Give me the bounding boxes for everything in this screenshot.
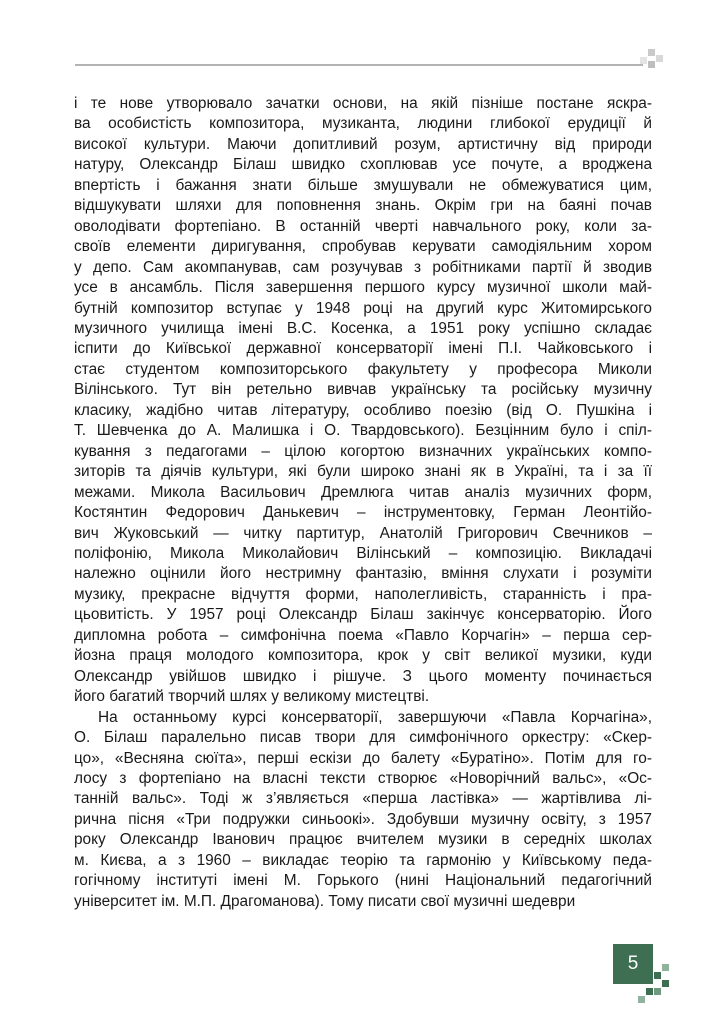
paragraph-2	[74, 708, 652, 913]
text-line: цьовитість. У 1957 році Олександр Білаш закінчує консерваторію. Його	[74, 606, 652, 624]
text-line: гогічному інституті імені М. Горького (нині Національний педагогічний	[74, 872, 652, 890]
text-line: м. Києва, а з 1960 – викладає теорію та гармонію у Київському педа-	[74, 851, 652, 869]
text-line: Костянтин Федорович Данькевич – інструментовку, Герман Леонтійо-	[74, 504, 652, 522]
text-line: іспити до Київської державної консерваторії імені П.І. Чайковського і	[74, 340, 652, 358]
text-line: ва особистість композитора, музиканта, людини глибокої ерудиції й	[74, 115, 652, 133]
text-line: лосу з фортепіано на власні тексти створює «Новорічний вальс», «Ос-	[74, 769, 652, 787]
badge-decoration-square	[646, 988, 653, 995]
text-line: йозна праця молодого композитора, крок у світ великої музики, куди	[74, 647, 652, 665]
text-line: межами. Микола Васильович Дремлюга читав аналіз музичних форм,	[74, 483, 652, 501]
text-line: оволодівати фортепіано. В останній чверті навчального року, коли за-	[74, 217, 652, 235]
corner-decoration-square	[648, 61, 655, 68]
text-line: своїв елементи диригування, спробував керувати самодіяльним хором	[74, 238, 652, 256]
text-line: музичного училища імені В.С. Косенка, а 1951 року успішно складає	[74, 319, 652, 337]
badge-decoration-square	[654, 972, 661, 979]
text-line: рична пісня «Три подружки синьоокі». Здобувши музичну освіту, з 1957	[74, 810, 652, 828]
corner-decoration-square	[648, 49, 655, 56]
badge-decoration-square	[662, 980, 669, 987]
text-line: На останньому курсі консерваторії, завершуючи «Павла Корчагіна»,	[98, 708, 652, 726]
text-line: Вілінського. Тут він ретельно вивчав українську та російську музичну	[74, 381, 652, 399]
text-line: Олександр увійшов швидко і рішуче. З цього моменту починається	[74, 667, 652, 685]
text-line: Т. Шевченка до А. Малишка і О. Твардовського). Безцінним було і спіл-	[74, 422, 652, 440]
text-line: року Олександр Іванович працює вчителем музики в середніх школах	[74, 831, 652, 849]
text-line: натуру, Олександр Білаш швидко схоплював усе почуте, а вроджена	[74, 156, 652, 174]
text-line: бутній композитор вступає у 1948 році на другий курс Житомирського	[74, 299, 652, 317]
text-line: цо», «Весняна сюїта», перші ескізи до балету «Буратіно». Потім для го-	[74, 749, 652, 767]
text-line: танній вальс». Тоді ж з’являється «перша ластівка» — жартівлива лі-	[74, 790, 652, 808]
text-line: дипломна робота – симфонічна поема «Павло Корчагін» – перша сер-	[74, 626, 652, 644]
text-line: музику, прекрасне відчуття форми, наполегливість, старанність і пра-	[74, 585, 652, 603]
text-line: О. Білаш паралельно писав твори для симфонічного оркестру: «Скер-	[74, 729, 652, 747]
text-line: поліфонію, Микола Миколайович Вілінський – композицію. Викладачі	[74, 544, 652, 562]
text-line: відшукувати шляхи для поповнення знань. Окрім гри на баяні почав	[74, 197, 652, 215]
paragraph-1	[74, 94, 652, 708]
text-line: його багатий творчий шлях у великому мистецтві.	[74, 688, 430, 706]
badge-decoration-square	[638, 996, 645, 1003]
text-line: стає студентом композиторського факультету у професора Миколи	[74, 360, 652, 378]
text-line: і те нове утворювало зачатки основи, на якій пізніше постане яскра-	[74, 95, 652, 112]
page-number: 5	[627, 953, 639, 974]
text-line: належно оцінили його нестримну фантазію, вміння слухати і розуміти	[74, 565, 652, 583]
header-rule	[75, 64, 643, 66]
text-line: університет ім. М.П. Драгоманова). Тому писати свої музичні шедеври	[74, 892, 576, 910]
corner-decoration-square	[640, 57, 647, 64]
badge-decoration-square	[654, 988, 661, 995]
text-line: впертість і бажання знати більше змушували не обмежуватися цим,	[74, 176, 652, 194]
text-line: класику, жадібно читав літературу, особливо поезію (від О. Пушкіна і	[74, 401, 652, 419]
text-line: вич Жуковський — читку партитур, Анатолій Григорович Свечников –	[74, 524, 652, 542]
text-line: високої культури. Маючи допитливий розум, артистичну від природи	[74, 135, 652, 153]
corner-decoration-square	[656, 55, 663, 62]
page-number-badge	[613, 944, 653, 984]
badge-decoration-square	[662, 964, 669, 971]
text-line: у депо. Сам акомпанував, сам розучував з робітниками партії й зводив	[74, 258, 652, 276]
text-line: зиторів та діячів культури, які були широко знані як в Україні, та і за її	[74, 463, 652, 481]
text-line: кування з педагогами – цілою когортою визначних українських компо-	[74, 442, 652, 460]
article-body	[74, 94, 652, 912]
text-line: усе в ансамбль. Після завершення першого курсу музичної школи май-	[74, 279, 652, 297]
